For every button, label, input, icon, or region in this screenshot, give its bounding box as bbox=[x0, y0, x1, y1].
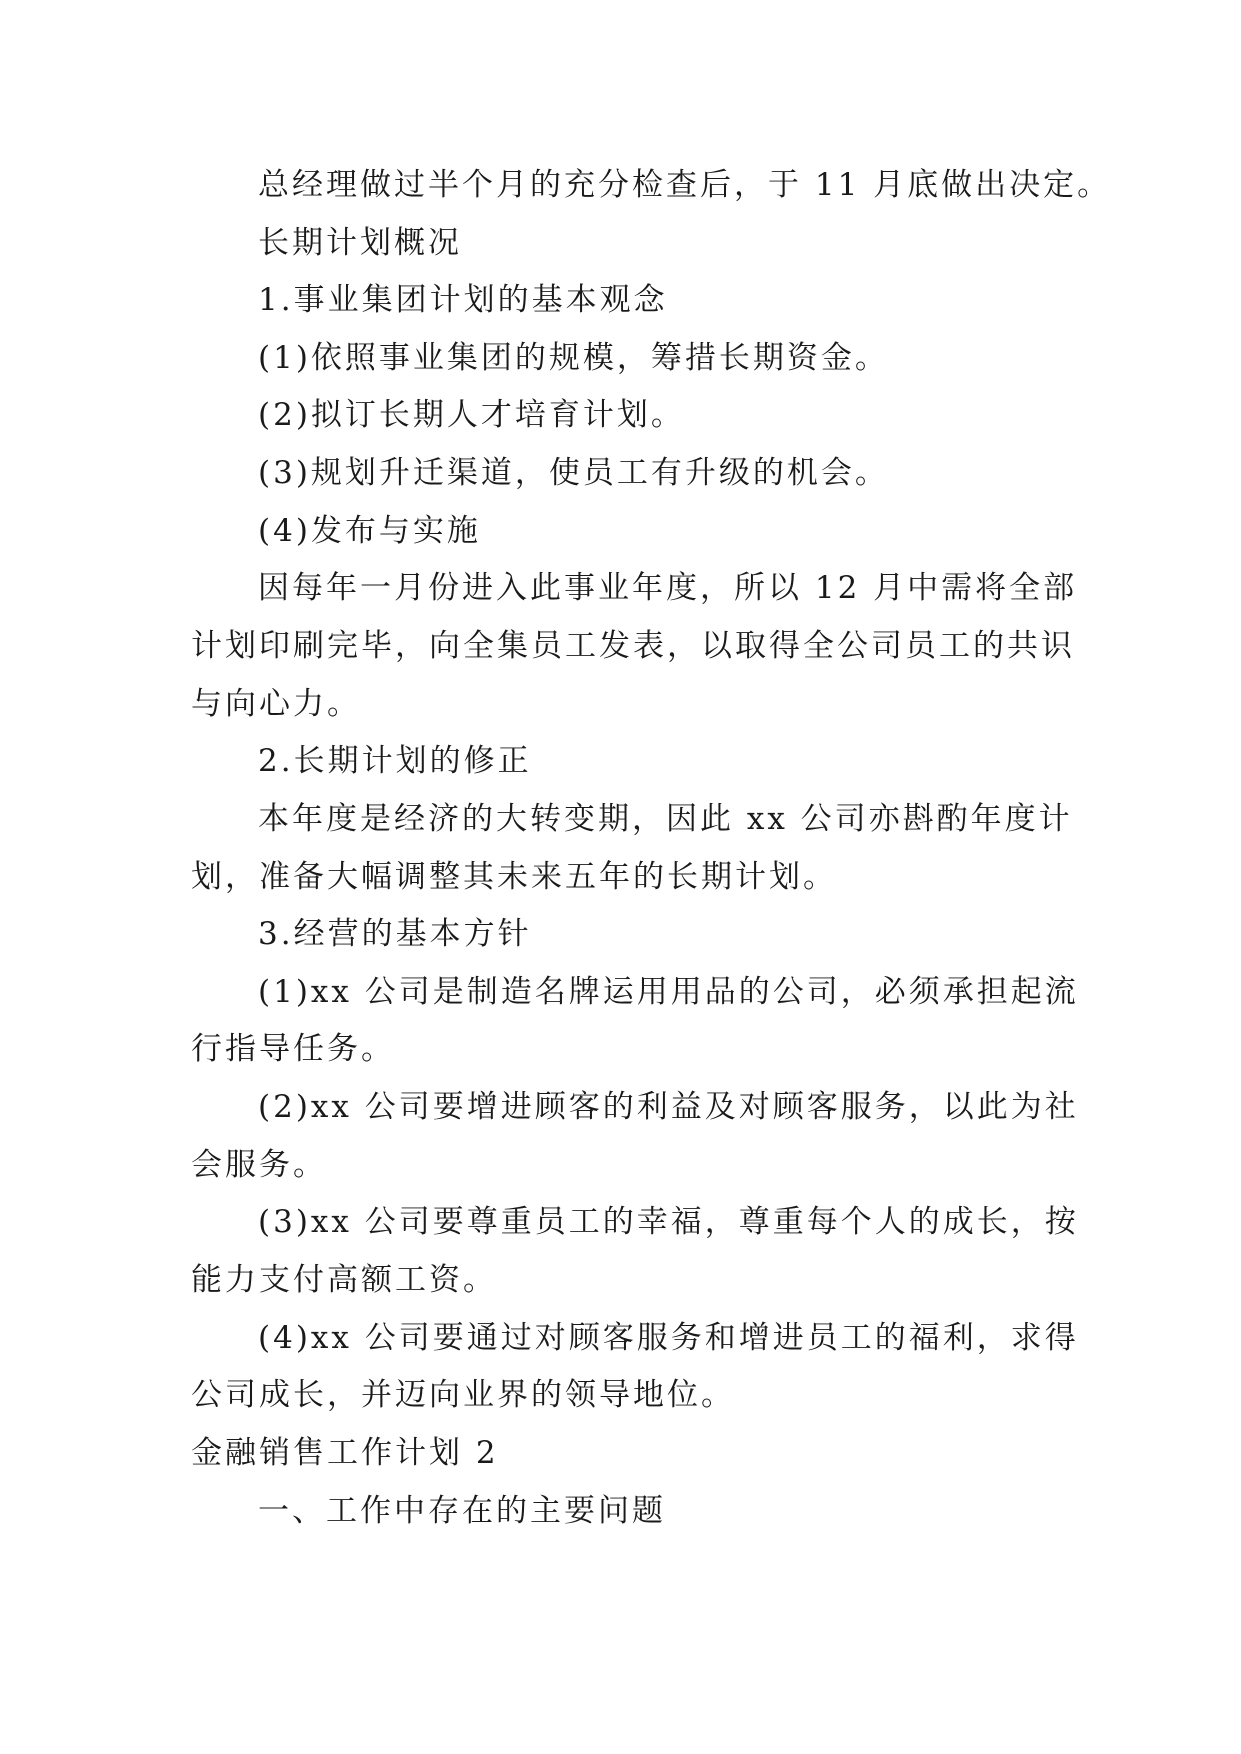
paragraph-line: 计划印刷完毕，向全集员工发表，以取得全公司员工的共识 bbox=[191, 628, 1075, 664]
list-item: (1)依照事业集团的规模，筹措长期资金。 bbox=[258, 340, 889, 376]
list-item-continuation: 会服务。 bbox=[191, 1147, 327, 1183]
list-item-continuation: 公司成长，并迈向业界的领导地位。 bbox=[191, 1377, 735, 1413]
paragraph-line: 因每年一月份进入此事业年度，所以 12 月中需将全部 bbox=[258, 570, 1078, 606]
subsection-heading: 2.长期计划的修正 bbox=[258, 743, 532, 779]
list-item: (2)拟订长期人才培育计划。 bbox=[258, 397, 685, 433]
paragraph-line: 与向心力。 bbox=[191, 686, 361, 722]
paragraph-line: 总经理做过半个月的充分检查后，于 11 月底做出决定。 bbox=[258, 167, 1112, 203]
list-item-continuation: 行指导任务。 bbox=[191, 1031, 395, 1067]
document-title: 金融销售工作计划 2 bbox=[191, 1435, 499, 1471]
list-item: (1)xx 公司是制造名牌运用用品的公司，必须承担起流 bbox=[258, 974, 1079, 1010]
paragraph-line: 划，准备大幅调整其未来五年的长期计划。 bbox=[191, 859, 837, 895]
list-item-continuation: 能力支付高额工资。 bbox=[191, 1262, 497, 1298]
subsection-heading: 1.事业集团计划的基本观念 bbox=[258, 282, 668, 318]
list-item: (4)xx 公司要通过对顾客服务和增进员工的福利，求得 bbox=[258, 1320, 1079, 1356]
list-item: (2)xx 公司要增进顾客的利益及对顾客服务，以此为社 bbox=[258, 1089, 1079, 1125]
list-item: (4)发布与实施 bbox=[258, 513, 481, 549]
paragraph-line: 本年度是经济的大转变期，因此 xx 公司亦斟酌年度计 bbox=[258, 801, 1073, 837]
list-item: (3)xx 公司要尊重员工的幸福，尊重每个人的成长，按 bbox=[258, 1204, 1079, 1240]
list-item: (3)规划升迁渠道，使员工有升级的机会。 bbox=[258, 455, 889, 491]
subsection-heading: 3.经营的基本方针 bbox=[258, 916, 532, 952]
section-heading: 长期计划概况 bbox=[258, 225, 462, 261]
section-heading: 一、工作中存在的主要问题 bbox=[258, 1493, 666, 1529]
